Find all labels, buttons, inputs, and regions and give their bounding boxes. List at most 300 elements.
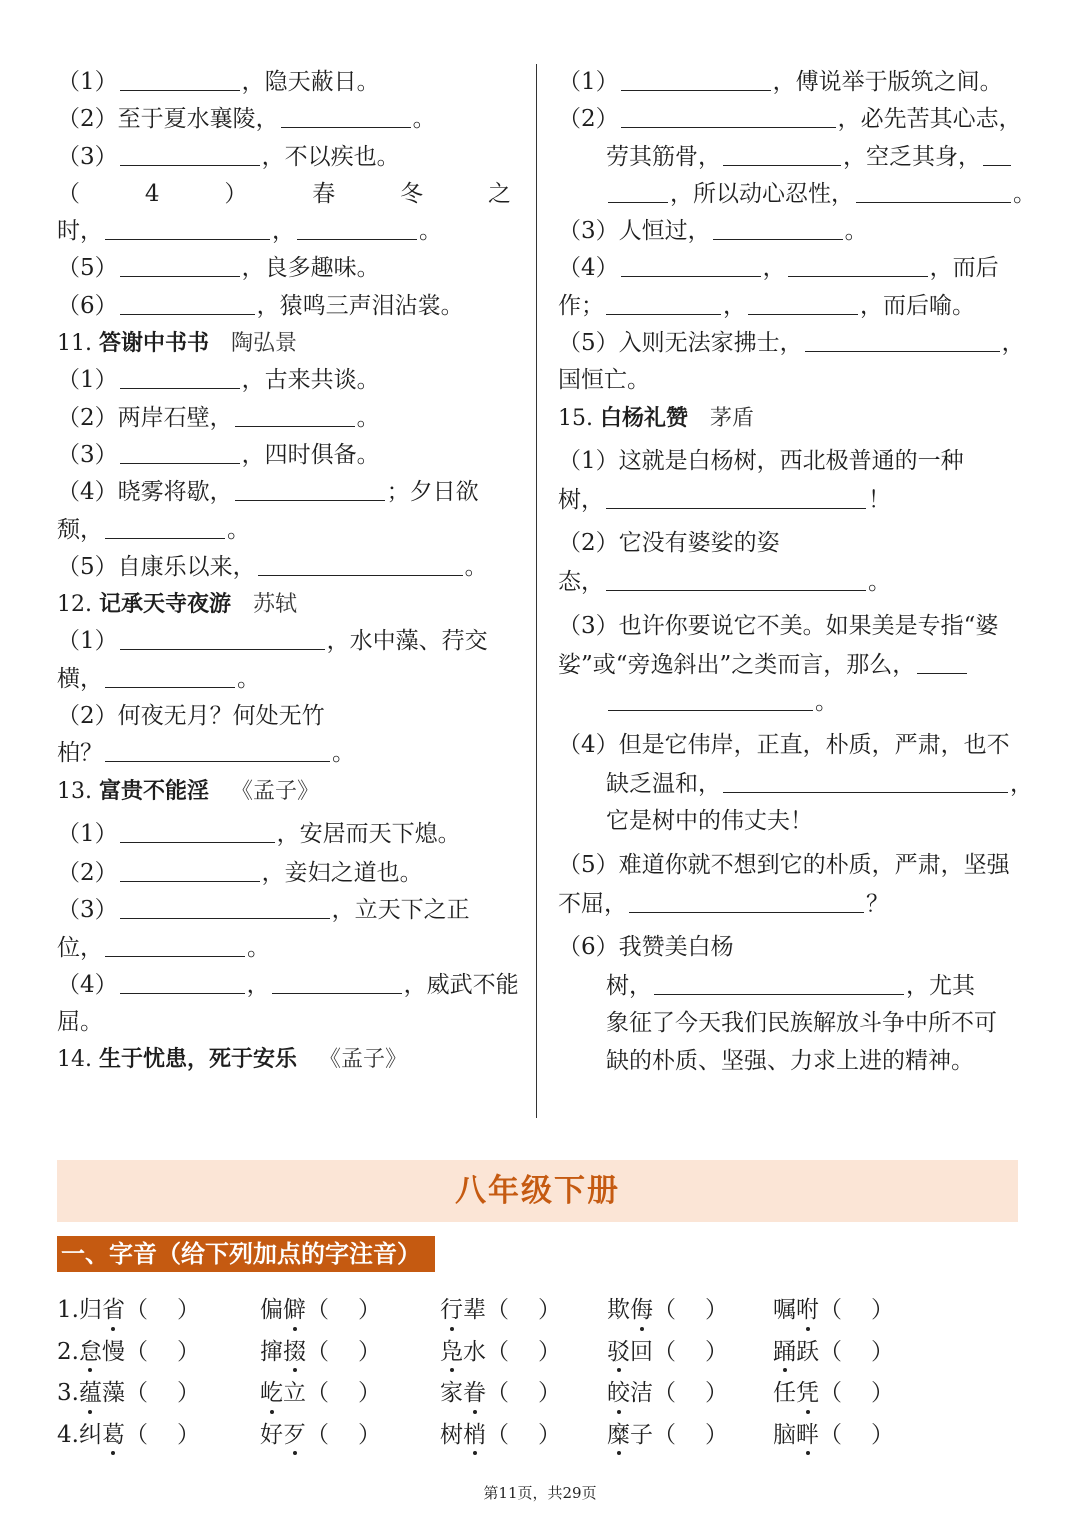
pronunciation-word <box>773 1339 819 1365</box>
pronunciation-word <box>607 1297 653 1323</box>
lesson-author: 《孟子》 <box>231 778 320 804</box>
pronunciation-item <box>773 1373 894 1415</box>
pronunciation-item <box>773 1415 894 1457</box>
dotted-character: 侮 <box>630 1290 653 1332</box>
paren-open: （ <box>653 1380 676 1406</box>
question-line <box>558 213 1018 250</box>
question-text: ，而后 <box>929 255 999 282</box>
question-text: 不屈， <box>558 890 627 917</box>
question-line <box>558 437 1018 482</box>
question-text: 。 <box>237 665 260 692</box>
question-text: ，妾妇之道也。 <box>261 859 423 886</box>
paren-close: ） <box>871 1338 894 1365</box>
question-text: （1） <box>57 820 118 847</box>
question-text: ，猿鸣三声泪沾裳。 <box>256 292 464 319</box>
question-text: 。 <box>815 688 838 715</box>
lesson-heading <box>57 586 517 623</box>
question-line <box>558 564 1018 601</box>
question-line <box>57 288 517 325</box>
answer-blank[interactable] <box>713 215 843 240</box>
question-line <box>558 139 1018 176</box>
paren-open: （ <box>819 1380 842 1406</box>
question-line <box>558 684 1018 721</box>
answer-blank[interactable] <box>606 290 721 315</box>
pronunciation-item <box>607 1373 728 1415</box>
answer-parentheses[interactable] <box>306 1290 381 1332</box>
lesson-heading <box>57 773 517 810</box>
pronunciation-word <box>79 1380 125 1406</box>
paren-close: ） <box>538 1297 561 1323</box>
answer-blank[interactable] <box>120 141 260 166</box>
pronunciation-word <box>440 1297 486 1323</box>
question-text: （3）也许你要说它不美。如果美是专指“婆 <box>558 612 999 639</box>
dotted-character: 梢 <box>463 1415 486 1457</box>
paren-open: （ <box>124 1421 148 1448</box>
question-text: （1） <box>57 628 118 655</box>
pronunciation-item <box>57 1415 200 1457</box>
paren-close: ） <box>871 1421 894 1448</box>
dotted-character: 省 <box>102 1290 125 1332</box>
answer-blank[interactable] <box>606 566 866 591</box>
question-text: 位， <box>57 934 103 961</box>
question-text: （3） <box>57 143 118 170</box>
answer-parentheses[interactable] <box>486 1332 561 1374</box>
question-line <box>57 661 517 698</box>
question-text: 。 <box>868 569 891 596</box>
answer-blank[interactable] <box>120 252 240 277</box>
pronunciation-item <box>57 1332 200 1374</box>
lesson-title: 记承天寺夜游 <box>98 592 231 618</box>
dotted-character: 驳 <box>607 1332 630 1374</box>
answer-blank[interactable] <box>235 476 385 501</box>
pronunciation-item <box>57 1290 200 1332</box>
answer-blank[interactable] <box>120 290 255 315</box>
answer-blank[interactable] <box>788 252 928 277</box>
pronunciation-word <box>440 1380 486 1406</box>
answer-parentheses[interactable] <box>125 1373 200 1415</box>
question-line <box>57 213 517 250</box>
answer-blank[interactable] <box>621 252 761 277</box>
answer-blank[interactable] <box>621 103 836 128</box>
question-text: ， <box>762 255 786 282</box>
question-text: 缺乏温和， <box>606 771 721 798</box>
answer-blank[interactable] <box>606 484 866 509</box>
pronunciation-item <box>57 1373 200 1415</box>
paren-open: （ <box>306 1421 329 1448</box>
question-text: （2） <box>558 106 619 133</box>
paren-open: （ <box>653 1421 676 1448</box>
question-text: 。 <box>227 516 250 543</box>
paren-close: ） <box>538 1421 561 1448</box>
dotted-character: 歹 <box>283 1415 306 1457</box>
question-text: 春 <box>312 180 336 207</box>
answer-blank[interactable] <box>608 686 813 711</box>
pronunciation-word <box>607 1422 653 1448</box>
question-text: ；夕日欲 <box>386 479 479 506</box>
dotted-character: 怠 <box>79 1332 102 1374</box>
question-text: 。 <box>464 553 488 580</box>
paren-open: （ <box>486 1338 509 1365</box>
lesson-number: 15. <box>558 405 600 431</box>
lesson-title: 答谢中书书 <box>98 331 209 357</box>
question-line <box>57 64 517 101</box>
paren-close: ） <box>176 1380 200 1406</box>
question-text: 它是树中的伟丈夫！ <box>606 808 813 835</box>
dotted-character: 眷 <box>463 1373 486 1415</box>
question-text: ， <box>272 218 295 245</box>
item-number: 3. <box>57 1380 79 1406</box>
paren-open: （ <box>124 1297 148 1323</box>
question-line <box>558 886 1018 923</box>
answer-blank[interactable] <box>723 768 1008 793</box>
answer-blank[interactable] <box>917 649 967 674</box>
question-text: （4）晓雾将歇， <box>57 479 233 506</box>
question-text: ？ <box>866 890 889 917</box>
question-text: （5） <box>57 255 118 282</box>
question-text: ，不以疾也。 <box>261 143 400 170</box>
question-text: 横， <box>57 665 103 692</box>
question-line <box>57 855 517 892</box>
pronunciation-item <box>773 1290 894 1332</box>
pronunciation-word <box>79 1422 125 1448</box>
answer-blank[interactable] <box>654 970 904 995</box>
paren-close: ） <box>176 1338 200 1365</box>
question-line <box>558 968 1018 1005</box>
paren-close: ） <box>705 1338 728 1365</box>
question-text: （6）我赞美白杨 <box>558 934 734 961</box>
character: 偏 <box>260 1297 283 1323</box>
paren-open: （ <box>306 1380 329 1406</box>
answer-parentheses[interactable] <box>486 1373 561 1415</box>
dotted-character: 皎 <box>607 1373 630 1415</box>
answer-blank[interactable] <box>723 141 841 166</box>
question-text: （5）难道你就不想到它的朴质，严肃，坚强 <box>558 851 1010 878</box>
answer-parentheses[interactable] <box>486 1415 561 1457</box>
question-line <box>57 1004 517 1041</box>
paren-close: ） <box>705 1297 728 1323</box>
question-text: （1）这就是白杨树，西北极普通的一种 <box>558 447 964 474</box>
dotted-character: 行 <box>440 1290 463 1332</box>
question-text: （2）它没有婆娑的姿 <box>558 530 780 557</box>
question-text: （3） <box>57 441 118 468</box>
question-line <box>57 549 517 586</box>
pronunciation-item <box>607 1415 728 1457</box>
question-text: 娑”或“旁逸斜出”之类而言，那么， <box>558 651 916 678</box>
paren-open: （ <box>486 1297 509 1323</box>
answer-parentheses[interactable] <box>653 1290 728 1332</box>
answer-parentheses[interactable] <box>125 1290 200 1332</box>
question-text: 树， <box>606 973 652 1000</box>
question-text: 树， <box>558 486 604 513</box>
question-text: ，所以动心忍性， <box>670 180 854 207</box>
character: 欺 <box>607 1297 630 1323</box>
question-text: 颓， <box>57 516 103 543</box>
column-divider <box>536 64 537 1118</box>
paren-close: ） <box>705 1380 728 1406</box>
question-text: （2）何夜无月？何处无竹 <box>57 703 325 730</box>
answer-blank[interactable] <box>608 178 668 203</box>
paren-close: ） <box>705 1421 728 1448</box>
dotted-character: 踊 <box>773 1332 796 1374</box>
page-footer: 第11页，共29页 <box>483 1484 597 1502</box>
answer-parentheses[interactable] <box>819 1290 894 1332</box>
paren-close: ） <box>871 1297 894 1323</box>
answer-blank[interactable] <box>120 66 240 91</box>
character: 藻 <box>101 1380 125 1406</box>
question-line <box>57 698 517 735</box>
question-line <box>558 482 1018 519</box>
answer-blank[interactable] <box>105 663 235 688</box>
answer-parentheses[interactable] <box>819 1373 894 1415</box>
question-text: 。 <box>844 218 868 245</box>
dotted-character: 凭 <box>796 1373 819 1415</box>
question-text: 缺的朴质、坚强、力求上进的精神。 <box>606 1047 974 1074</box>
answer-parentheses[interactable] <box>125 1332 200 1374</box>
answer-blank[interactable] <box>258 551 463 576</box>
answer-parentheses[interactable] <box>819 1415 894 1457</box>
question-text: 。 <box>412 106 436 133</box>
character: 纠 <box>78 1421 102 1448</box>
question-text: ，安居而天下熄。 <box>276 820 461 847</box>
question-line <box>57 735 517 772</box>
question-line <box>558 841 1018 886</box>
answer-parentheses[interactable] <box>653 1415 728 1457</box>
answer-blank[interactable] <box>120 439 240 464</box>
pronunciation-item <box>260 1415 381 1457</box>
answer-parentheses[interactable] <box>486 1290 561 1332</box>
answer-parentheses[interactable] <box>306 1373 381 1415</box>
dotted-character: 咐 <box>796 1290 819 1332</box>
question-text: （1） <box>57 367 118 394</box>
character: 嘱 <box>773 1297 796 1323</box>
question-line <box>57 892 517 929</box>
question-text: （4） <box>558 255 619 282</box>
left-column <box>57 64 517 1079</box>
answer-blank[interactable] <box>272 969 402 994</box>
pronunciation-word <box>607 1380 653 1406</box>
character: 子 <box>630 1421 653 1448</box>
answer-parentheses[interactable] <box>653 1373 728 1415</box>
item-number: 1. <box>57 1297 79 1323</box>
answer-blank[interactable] <box>120 818 275 843</box>
question-line <box>558 64 1018 101</box>
question-line <box>558 766 1033 803</box>
section-title: 一、字音（给下列加点的字注音） <box>57 1236 435 1272</box>
answer-blank[interactable] <box>120 625 325 650</box>
question-text: 。 <box>356 404 380 431</box>
answer-parentheses[interactable] <box>819 1332 894 1374</box>
pronunciation-grid <box>57 1290 957 1456</box>
item-number: 4. <box>57 1421 79 1448</box>
lesson-number: 12. <box>57 592 99 618</box>
paren-open: （ <box>124 1380 148 1406</box>
question-text: 4 <box>144 180 160 207</box>
pronunciation-word <box>260 1339 306 1365</box>
question-line <box>558 1043 1018 1080</box>
question-text: （1） <box>57 69 118 95</box>
answer-blank[interactable] <box>105 737 330 762</box>
question-text: （5）自康乐以来， <box>57 553 256 580</box>
paren-open: （ <box>819 1421 842 1448</box>
answer-blank[interactable] <box>983 141 1011 166</box>
question-line <box>558 362 1018 399</box>
character: 脑 <box>773 1421 796 1448</box>
answer-parentheses[interactable] <box>125 1415 200 1457</box>
answer-blank[interactable] <box>105 514 225 539</box>
pronunciation-row <box>57 1332 957 1374</box>
question-text: （5）入则无法家拂士， <box>558 330 803 357</box>
question-line <box>57 101 517 138</box>
pronunciation-item <box>260 1373 381 1415</box>
answer-blank[interactable] <box>297 215 417 240</box>
answer-blank[interactable] <box>105 932 245 957</box>
answer-blank[interactable] <box>629 888 864 913</box>
paren-close: ） <box>176 1297 200 1323</box>
question-line <box>558 176 1036 213</box>
question-text: 。 <box>247 934 270 961</box>
question-text: ， <box>246 971 270 998</box>
dotted-character: 葛 <box>102 1415 125 1457</box>
paren-open: （ <box>819 1297 842 1323</box>
paren-open: （ <box>653 1297 676 1323</box>
question-line <box>558 923 1018 968</box>
question-text: ，傅说举于版筑之间。 <box>772 69 1003 95</box>
pronunciation-item <box>260 1290 381 1332</box>
question-line <box>558 721 1018 766</box>
question-text: （ <box>57 180 80 207</box>
character: 树 <box>440 1421 463 1448</box>
question-text: 。 <box>1013 180 1036 207</box>
question-line <box>57 437 517 474</box>
question-text: ，空乏其身， <box>843 143 981 170</box>
question-text: 时， <box>57 218 103 245</box>
question-text: 之 <box>487 180 511 207</box>
pronunciation-word <box>773 1422 819 1448</box>
paren-close: ） <box>358 1297 381 1323</box>
paren-open: （ <box>653 1338 676 1365</box>
lesson-title: 白杨礼赞 <box>599 405 688 431</box>
question-line <box>57 474 517 511</box>
pronunciation-word <box>607 1339 653 1365</box>
question-text: 屈。 <box>57 1009 103 1036</box>
question-text: ， <box>1010 771 1033 798</box>
lesson-title: 富贵不能淫 <box>98 778 209 804</box>
character: 撺 <box>260 1338 283 1365</box>
answer-blank[interactable] <box>235 402 355 427</box>
question-text: （3） <box>57 897 118 924</box>
question-line <box>558 647 1018 684</box>
question-text: （2）两岸石壁， <box>57 404 233 431</box>
dotted-character: 畔 <box>796 1415 819 1457</box>
pronunciation-item <box>260 1332 381 1374</box>
dotted-character: 糜 <box>607 1415 630 1457</box>
character: 辈 <box>463 1297 486 1323</box>
question-line <box>558 519 1018 564</box>
answer-blank[interactable] <box>120 364 240 389</box>
character: 任 <box>773 1380 796 1406</box>
pronunciation-word <box>260 1422 306 1448</box>
pronunciation-item <box>440 1415 561 1457</box>
question-text: （1） <box>558 69 619 95</box>
paren-open: （ <box>819 1338 842 1365</box>
question-text: 国恒亡。 <box>558 367 650 394</box>
paren-close: ） <box>871 1380 894 1406</box>
pronunciation-item <box>607 1290 728 1332</box>
pronunciation-word <box>260 1380 306 1406</box>
pronunciation-word <box>440 1422 486 1448</box>
question-line <box>57 623 517 660</box>
answer-blank[interactable] <box>805 327 1000 352</box>
question-text: 。 <box>419 218 442 245</box>
paren-close: ） <box>358 1380 381 1406</box>
pronunciation-item <box>773 1332 894 1374</box>
paren-close: ） <box>538 1380 561 1406</box>
character: 家 <box>440 1380 463 1406</box>
lesson-number: 14. <box>57 1047 99 1073</box>
question-line <box>57 930 517 967</box>
question-text: （6） <box>57 292 118 319</box>
question-line <box>558 325 1025 362</box>
dotted-character: 凫 <box>440 1332 463 1374</box>
dotted-character: 蕴 <box>79 1373 102 1415</box>
answer-blank[interactable] <box>120 969 245 994</box>
question-line <box>57 400 517 437</box>
question-text: ，水中藻、荇交 <box>326 628 488 655</box>
question-text: 。 <box>332 740 355 767</box>
answer-parentheses[interactable] <box>653 1332 728 1374</box>
paren-close: ） <box>358 1338 381 1365</box>
answer-blank[interactable] <box>621 66 771 91</box>
question-text: ） <box>224 180 248 207</box>
question-line <box>558 1005 1018 1042</box>
answer-parentheses[interactable] <box>306 1332 381 1374</box>
lesson-author: 陶弘景 <box>231 331 298 357</box>
answer-blank[interactable] <box>120 857 260 882</box>
question-line <box>558 602 1018 647</box>
pronunciation-word <box>79 1339 125 1365</box>
question-text: 冬 <box>400 180 424 207</box>
question-text: ，必先苦其心志， <box>837 106 1022 133</box>
lesson-heading <box>57 325 517 362</box>
pronunciation-word <box>79 1297 125 1323</box>
question-text: （4）但是它伟岸，正直，朴质，严肃，也不 <box>558 732 1010 759</box>
paren-close: ） <box>176 1421 200 1448</box>
question-line <box>57 810 517 855</box>
answer-blank[interactable] <box>856 178 1011 203</box>
dotted-character: 屹 <box>260 1373 283 1415</box>
paren-open: （ <box>486 1421 509 1448</box>
question-text: ，良多趣味。 <box>241 255 380 282</box>
pronunciation-row <box>57 1373 957 1415</box>
question-line <box>558 803 1018 840</box>
pronunciation-word <box>260 1297 306 1323</box>
question-line <box>57 176 517 213</box>
answer-blank[interactable] <box>105 215 270 240</box>
character: 跃 <box>796 1338 819 1365</box>
character: 立 <box>283 1380 306 1406</box>
answer-parentheses[interactable] <box>306 1415 381 1457</box>
pronunciation-word <box>773 1297 819 1323</box>
answer-blank[interactable] <box>748 290 858 315</box>
pronunciation-word <box>440 1339 486 1365</box>
answer-blank[interactable] <box>281 103 411 128</box>
lesson-title: 生于忧患，死于安乐 <box>98 1047 297 1073</box>
paren-open: （ <box>306 1338 329 1365</box>
question-text: （3）人恒过， <box>558 218 711 245</box>
grade-banner: 八年级下册 <box>57 1160 1018 1222</box>
question-text: 象征了今天我们民族解放斗争中所不可 <box>606 1010 997 1037</box>
answer-blank[interactable] <box>120 894 330 919</box>
